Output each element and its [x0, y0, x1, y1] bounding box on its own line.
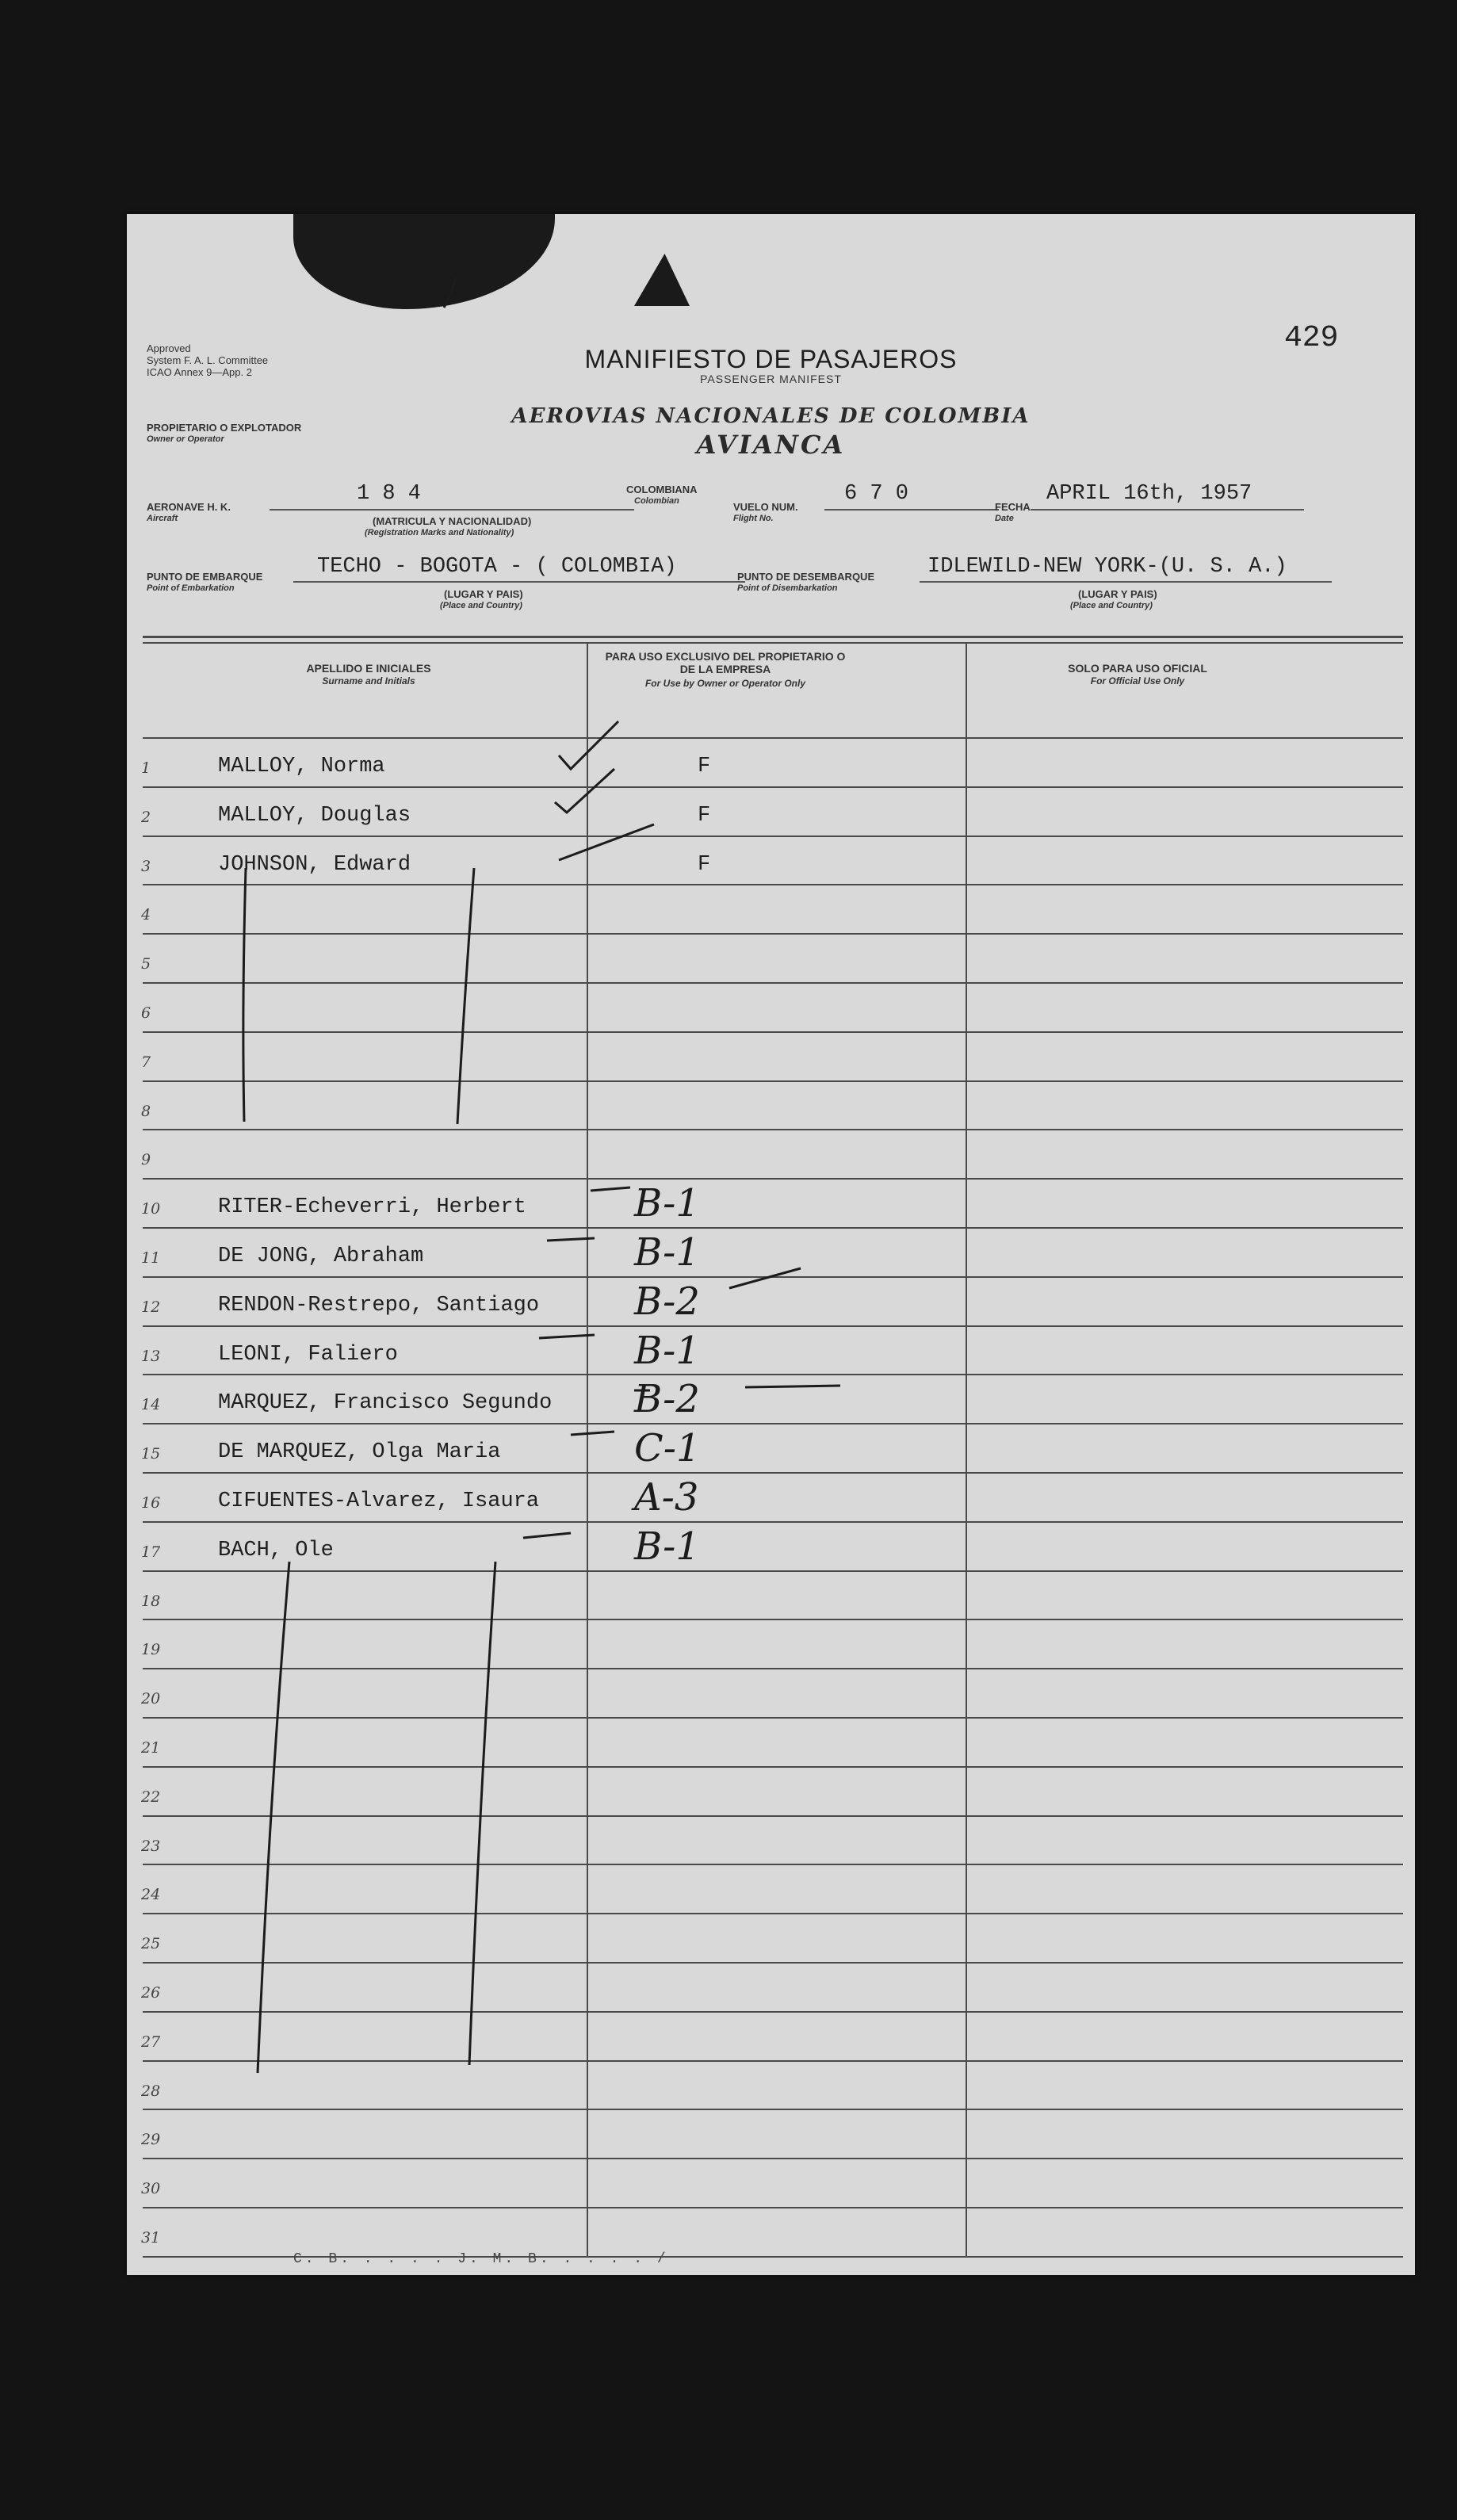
date-label: FECHA [995, 501, 1031, 513]
approval-line: System F. A. L. Committee [147, 354, 269, 366]
company-name: AEROVIAS NACIONALES DE COLOMBIA [511, 404, 1031, 428]
row-number: 3 [141, 857, 151, 875]
handwritten-class-mark: B-1 [634, 1230, 700, 1275]
passenger-name: CIFUENTES-Alvarez, Isaura [218, 1489, 540, 1513]
row-number: 7 [141, 1053, 151, 1071]
pen-tick-mark [444, 277, 456, 308]
registration-sublabel: (Registration Marks and Nationality) [365, 528, 514, 537]
row-number: 31 [141, 2229, 161, 2247]
row-number: 28 [141, 2082, 161, 2100]
column-header-official: SOLO PARA USO OFICIAL [1068, 662, 1207, 675]
row-number: 23 [141, 1837, 161, 1855]
passenger-name: DE JONG, Abraham [218, 1245, 424, 1268]
date-value: APRIL 16th, 1957 [1046, 482, 1252, 506]
disembark-sublabel: Point of Disembarkation [737, 583, 838, 593]
aircraft-value: 1 8 4 [357, 482, 422, 506]
row-number: 6 [141, 1004, 151, 1022]
dash-stroke [591, 1187, 630, 1191]
handwritten-class-mark: C-1 [634, 1426, 701, 1471]
row-number: 5 [141, 955, 151, 973]
passenger-code: F [698, 803, 711, 828]
row-number: 10 [141, 1200, 161, 1218]
void-stroke [258, 1562, 289, 2073]
handwritten-class-mark: B-1 [634, 1524, 700, 1569]
passenger-name: LEONI, Faliero [218, 1342, 398, 1367]
row-number: 13 [141, 1347, 161, 1365]
date-sublabel: Date [995, 514, 1014, 523]
handwriting-overlay [127, 214, 1415, 2275]
passenger-name: JOHNSON, Edward [218, 852, 411, 877]
flight-sublabel: Flight No. [733, 514, 774, 523]
column-subheader-owner: For Use by Owner or Operator Only [644, 678, 806, 689]
disembark-value: IDLEWILD-NEW YORK-(U. S. A.) [927, 555, 1287, 579]
nationality-label: COLOMBIANA [626, 484, 698, 495]
dash-stroke [523, 1533, 571, 1538]
brand-name: AVIANCA [696, 430, 846, 460]
page-number: 429 [1284, 321, 1339, 355]
check-mark [555, 769, 614, 813]
dash-stroke [745, 1386, 840, 1387]
manifest-document [127, 214, 1415, 2275]
embark-place-sublabel: (Place and Country) [440, 601, 522, 610]
passenger-code: F [698, 852, 711, 877]
passenger-name: RENDON-Restrepo, Santiago [218, 1293, 540, 1317]
row-number: 1 [141, 759, 151, 777]
manifest-subtitle: PASSENGER MANIFEST [700, 373, 842, 385]
flight-label: VUELO NUM. [733, 501, 798, 513]
embark-value: TECHO - BOGOTA - ( COLOMBIA) [317, 555, 677, 579]
row-number: 30 [141, 2180, 161, 2198]
column-subheader-official: For Official Use Only [1090, 675, 1185, 686]
handwritten-class-mark: B-1 [634, 1328, 700, 1373]
approval-line: Approved [147, 342, 191, 354]
passenger-name: DE MARQUEZ, Olga Maria [218, 1440, 501, 1465]
owner-sublabel: Owner or Operator [147, 434, 224, 444]
row-number: 14 [141, 1396, 161, 1414]
dash-stroke [547, 1238, 595, 1241]
row-number: 21 [141, 1739, 161, 1757]
row-number: 18 [141, 1592, 161, 1610]
handwritten-class-mark: B-1 [634, 1181, 700, 1226]
row-number: 9 [141, 1151, 151, 1169]
passenger-name: MALLOY, Norma [218, 755, 385, 778]
passenger-name: BACH, Ole [218, 1538, 334, 1562]
handwritten-class-mark: B-2 [634, 1279, 700, 1324]
row-number: 11 [141, 1249, 161, 1267]
row-number: 20 [141, 1690, 161, 1708]
row-number: 4 [141, 906, 151, 924]
column-subheader-surname: Surname and Initials [322, 675, 415, 686]
passenger-name: RITER-Echeverri, Herbert [218, 1195, 526, 1220]
row-number: 2 [141, 808, 151, 826]
row-number: 16 [141, 1494, 161, 1512]
row-number: 15 [141, 1445, 161, 1463]
row-number: 27 [141, 2032, 161, 2051]
void-stroke [457, 868, 474, 1124]
passenger-name: MALLOY, Douglas [218, 803, 411, 828]
dash-stroke [571, 1432, 614, 1435]
row-number: 26 [141, 1984, 161, 2002]
disembark-label: PUNTO DE DESEMBARQUE [737, 571, 875, 583]
passenger-name: MARQUEZ, Francisco Segundo [218, 1391, 553, 1416]
column-header-surname: APELLIDO E INICIALES [306, 662, 431, 675]
row-number: 8 [141, 1102, 151, 1120]
check-mark [559, 824, 654, 860]
column-header-owner: PARA USO EXCLUSIVO DEL PROPIETARIO O DE LA EMPRESA [605, 650, 846, 675]
dash-stroke [729, 1268, 801, 1288]
row-number: 17 [141, 1543, 161, 1561]
void-stroke [469, 1562, 495, 2065]
disembark-place-sublabel: (Place and Country) [1070, 601, 1153, 610]
embark-label: PUNTO DE EMBARQUE [147, 571, 263, 583]
disembark-place-label: (LUGAR Y PAIS) [1078, 588, 1157, 600]
passenger-code: F [698, 755, 711, 778]
dash-stroke [539, 1335, 595, 1338]
row-number: 19 [141, 1641, 161, 1659]
row-number: 29 [141, 2131, 161, 2149]
footer-initials: C. B. . . . . J. M. B. . . . . / [293, 2251, 669, 2267]
aircraft-label: AERONAVE H. K. [147, 501, 231, 513]
handwritten-class-mark: A-3 [634, 1475, 699, 1520]
void-stroke [243, 868, 246, 1122]
row-number: 25 [141, 1935, 161, 1953]
registration-label: (MATRICULA Y NACIONALIDAD) [373, 515, 532, 527]
nationality-sublabel: Colombian [634, 496, 679, 506]
embark-sublabel: Point of Embarkation [147, 583, 235, 593]
flight-value: 6 7 0 [844, 482, 909, 506]
row-number: 24 [141, 1886, 161, 1904]
embark-place-label: (LUGAR Y PAIS) [444, 588, 523, 600]
manifest-title: MANIFIESTO DE PASAJEROS [584, 345, 958, 373]
aircraft-sublabel: Aircraft [147, 514, 178, 523]
owner-label: PROPIETARIO O EXPLOTADOR [147, 422, 302, 434]
row-number: 22 [141, 1788, 161, 1806]
handwritten-class-mark: B-2 [634, 1377, 700, 1422]
row-number: 12 [141, 1298, 161, 1316]
approval-line: ICAO Annex 9—App. 2 [147, 366, 252, 378]
check-mark [559, 721, 618, 769]
